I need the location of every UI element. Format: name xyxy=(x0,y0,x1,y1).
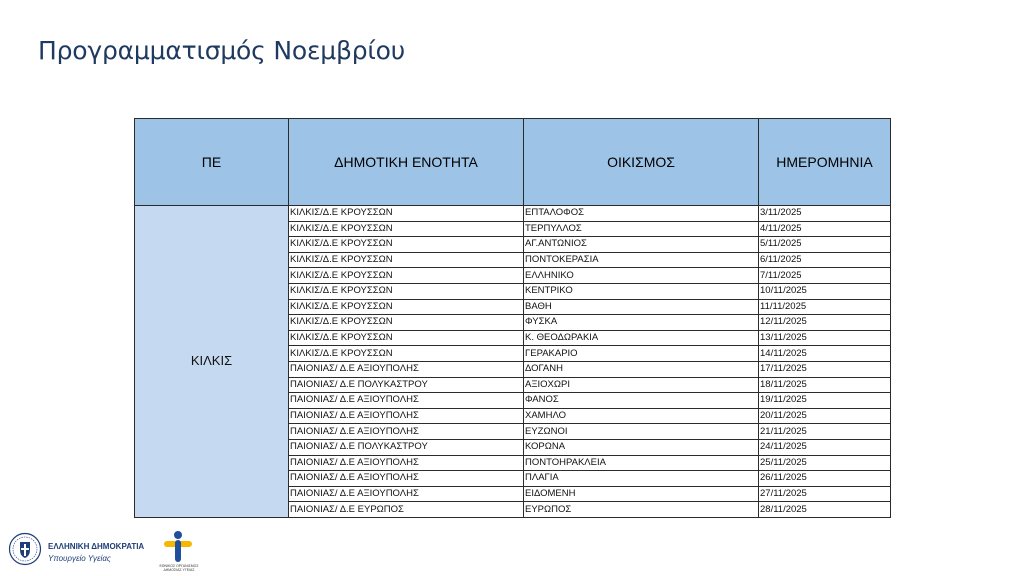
municipal-unit-cell: ΚΙΛΚΙΣ/Δ.Ε ΚΡΟΥΣΣΩΝ xyxy=(289,299,524,315)
date-cell: 4/11/2025 xyxy=(759,221,891,237)
date-cell: 28/11/2025 xyxy=(759,502,891,518)
settlement-cell: ΕΥΡΩΠΟΣ xyxy=(524,502,759,518)
date-cell: 7/11/2025 xyxy=(759,268,891,284)
date-cell: 26/11/2025 xyxy=(759,471,891,487)
pe-cell: ΚΙΛΚΙΣ xyxy=(135,206,289,518)
header-date: ΗΜΕΡΟΜΗΝΙΑ xyxy=(759,119,891,206)
settlement-cell: ΤΕΡΠΥΛΛΟΣ xyxy=(524,221,759,237)
municipal-unit-cell: ΚΙΛΚΙΣ/Δ.Ε ΚΡΟΥΣΣΩΝ xyxy=(289,283,524,299)
settlement-cell: ΕΠΤΑΛΟΦΟΣ xyxy=(524,206,759,222)
settlement-cell: ΕΛΛΗΝΙΚΟ xyxy=(524,268,759,284)
municipal-unit-cell: ΠΑΙΟΝΙΑΣ/ Δ.Ε ΑΞΙΟΥΠΟΛΗΣ xyxy=(289,455,524,471)
municipal-unit-cell: ΠΑΙΟΝΙΑΣ/ Δ.Ε ΠΟΛΥΚΑΣΤΡΟΥ xyxy=(289,377,524,393)
date-cell: 25/11/2025 xyxy=(759,455,891,471)
municipal-unit-cell: ΚΙΛΚΙΣ/Δ.Ε ΚΡΟΥΣΣΩΝ xyxy=(289,252,524,268)
gov-name: ΕΛΛΗΝΙΚΗ ΔΗΜΟΚΡΑΤΙΑ xyxy=(48,542,145,551)
municipal-unit-cell: ΚΙΛΚΙΣ/Δ.Ε ΚΡΟΥΣΣΩΝ xyxy=(289,221,524,237)
date-cell: 21/11/2025 xyxy=(759,424,891,440)
municipal-unit-cell: ΠΑΙΟΝΙΑΣ/ Δ.Ε ΑΞΙΟΥΠΟΛΗΣ xyxy=(289,408,524,424)
settlement-cell: ΧΑΜΗΛΟ xyxy=(524,408,759,424)
municipal-unit-cell: ΠΑΙΟΝΙΑΣ/ Δ.Ε ΕΥΡΩΠΟΣ xyxy=(289,502,524,518)
date-cell: 18/11/2025 xyxy=(759,377,891,393)
date-cell: 12/11/2025 xyxy=(759,315,891,331)
date-cell: 17/11/2025 xyxy=(759,361,891,377)
settlement-cell: ΑΓ.ΑΝΤΩΝΙΟΣ xyxy=(524,237,759,253)
date-cell: 19/11/2025 xyxy=(759,393,891,409)
header-municipal-unit: ΔΗΜΟΤΙΚΗ ΕΝΟΤΗΤΑ xyxy=(289,119,524,206)
settlement-cell: ΦΑΝΟΣ xyxy=(524,393,759,409)
date-cell: 11/11/2025 xyxy=(759,299,891,315)
settlement-cell: ΑΞΙΟΧΩΡΙ xyxy=(524,377,759,393)
settlement-cell: ΠΛΑΓΙΑ xyxy=(524,471,759,487)
eody-logo-icon xyxy=(154,530,198,564)
table-header-row xyxy=(135,119,891,206)
municipal-unit-cell: ΚΙΛΚΙΣ/Δ.Ε ΚΡΟΥΣΣΩΝ xyxy=(289,268,524,284)
greek-emblem-icon xyxy=(8,532,42,566)
page-title: Προγραμματισμός Νοεμβρίου xyxy=(38,36,406,65)
settlement-cell: Κ. ΘΕΟΔΩΡΑΚΙΑ xyxy=(524,330,759,346)
date-cell: 24/11/2025 xyxy=(759,439,891,455)
date-cell: 14/11/2025 xyxy=(759,346,891,362)
settlement-cell: ΔΟΓΑΝΗ xyxy=(524,361,759,377)
municipal-unit-cell: ΠΑΙΟΝΙΑΣ/ Δ.Ε ΑΞΙΟΥΠΟΛΗΣ xyxy=(289,361,524,377)
date-cell: 6/11/2025 xyxy=(759,252,891,268)
ministry-name: Υπουργείο Υγείας xyxy=(48,554,111,563)
date-cell: 5/11/2025 xyxy=(759,237,891,253)
date-cell: 10/11/2025 xyxy=(759,283,891,299)
table-row xyxy=(135,206,891,222)
table-body xyxy=(135,206,891,518)
date-cell: 3/11/2025 xyxy=(759,206,891,222)
municipal-unit-cell: ΠΑΙΟΝΙΑΣ/ Δ.Ε ΠΟΛΥΚΑΣΤΡΟΥ xyxy=(289,439,524,455)
settlement-cell: ΚΕΝΤΡΙΚΟ xyxy=(524,283,759,299)
settlement-cell: ΒΑΘΗ xyxy=(524,299,759,315)
date-cell: 20/11/2025 xyxy=(759,408,891,424)
municipal-unit-cell: ΠΑΙΟΝΙΑΣ/ Δ.Ε ΑΞΙΟΥΠΟΛΗΣ xyxy=(289,424,524,440)
date-cell: 13/11/2025 xyxy=(759,330,891,346)
header-pe: ΠΕ xyxy=(135,119,289,206)
municipal-unit-cell: ΠΑΙΟΝΙΑΣ/ Δ.Ε ΑΞΙΟΥΠΟΛΗΣ xyxy=(289,393,524,409)
settlement-cell: ΕΥΖΩΝΟΙ xyxy=(524,424,759,440)
municipal-unit-cell: ΚΙΛΚΙΣ/Δ.Ε ΚΡΟΥΣΣΩΝ xyxy=(289,206,524,222)
municipal-unit-cell: ΚΙΛΚΙΣ/Δ.Ε ΚΡΟΥΣΣΩΝ xyxy=(289,330,524,346)
municipal-unit-cell: ΠΑΙΟΝΙΑΣ/ Δ.Ε ΑΞΙΟΥΠΟΛΗΣ xyxy=(289,471,524,487)
settlement-cell: ΚΟΡΩΝΑ xyxy=(524,439,759,455)
settlement-cell: ΠΟΝΤΟΗΡΑΚΛΕΙΑ xyxy=(524,455,759,471)
settlement-cell: ΦΥΣΚΑ xyxy=(524,315,759,331)
settlement-cell: ΓΕΡΑΚΑΡΙΟ xyxy=(524,346,759,362)
municipal-unit-cell: ΚΙΛΚΙΣ/Δ.Ε ΚΡΟΥΣΣΩΝ xyxy=(289,346,524,362)
municipal-unit-cell: ΚΙΛΚΙΣ/Δ.Ε ΚΡΟΥΣΣΩΝ xyxy=(289,237,524,253)
settlement-cell: ΠΟΝΤΟΚΕΡΑΣΙΑ xyxy=(524,252,759,268)
municipal-unit-cell: ΚΙΛΚΙΣ/Δ.Ε ΚΡΟΥΣΣΩΝ xyxy=(289,315,524,331)
header-settlement: ΟΙΚΙΣΜΟΣ xyxy=(524,119,759,206)
eody-caption: ΕΘΝΙΚΟΣ ΟΡΓΑΝΙΣΜΟΣ ΔΗΜΟΣΙΑΣ ΥΓΕΙΑΣ xyxy=(159,564,199,572)
schedule-table xyxy=(134,118,891,518)
date-cell: 27/11/2025 xyxy=(759,486,891,502)
municipal-unit-cell: ΠΑΙΟΝΙΑΣ/ Δ.Ε ΑΞΙΟΥΠΟΛΗΣ xyxy=(289,486,524,502)
settlement-cell: ΕΙΔΟΜΕΝΗ xyxy=(524,486,759,502)
